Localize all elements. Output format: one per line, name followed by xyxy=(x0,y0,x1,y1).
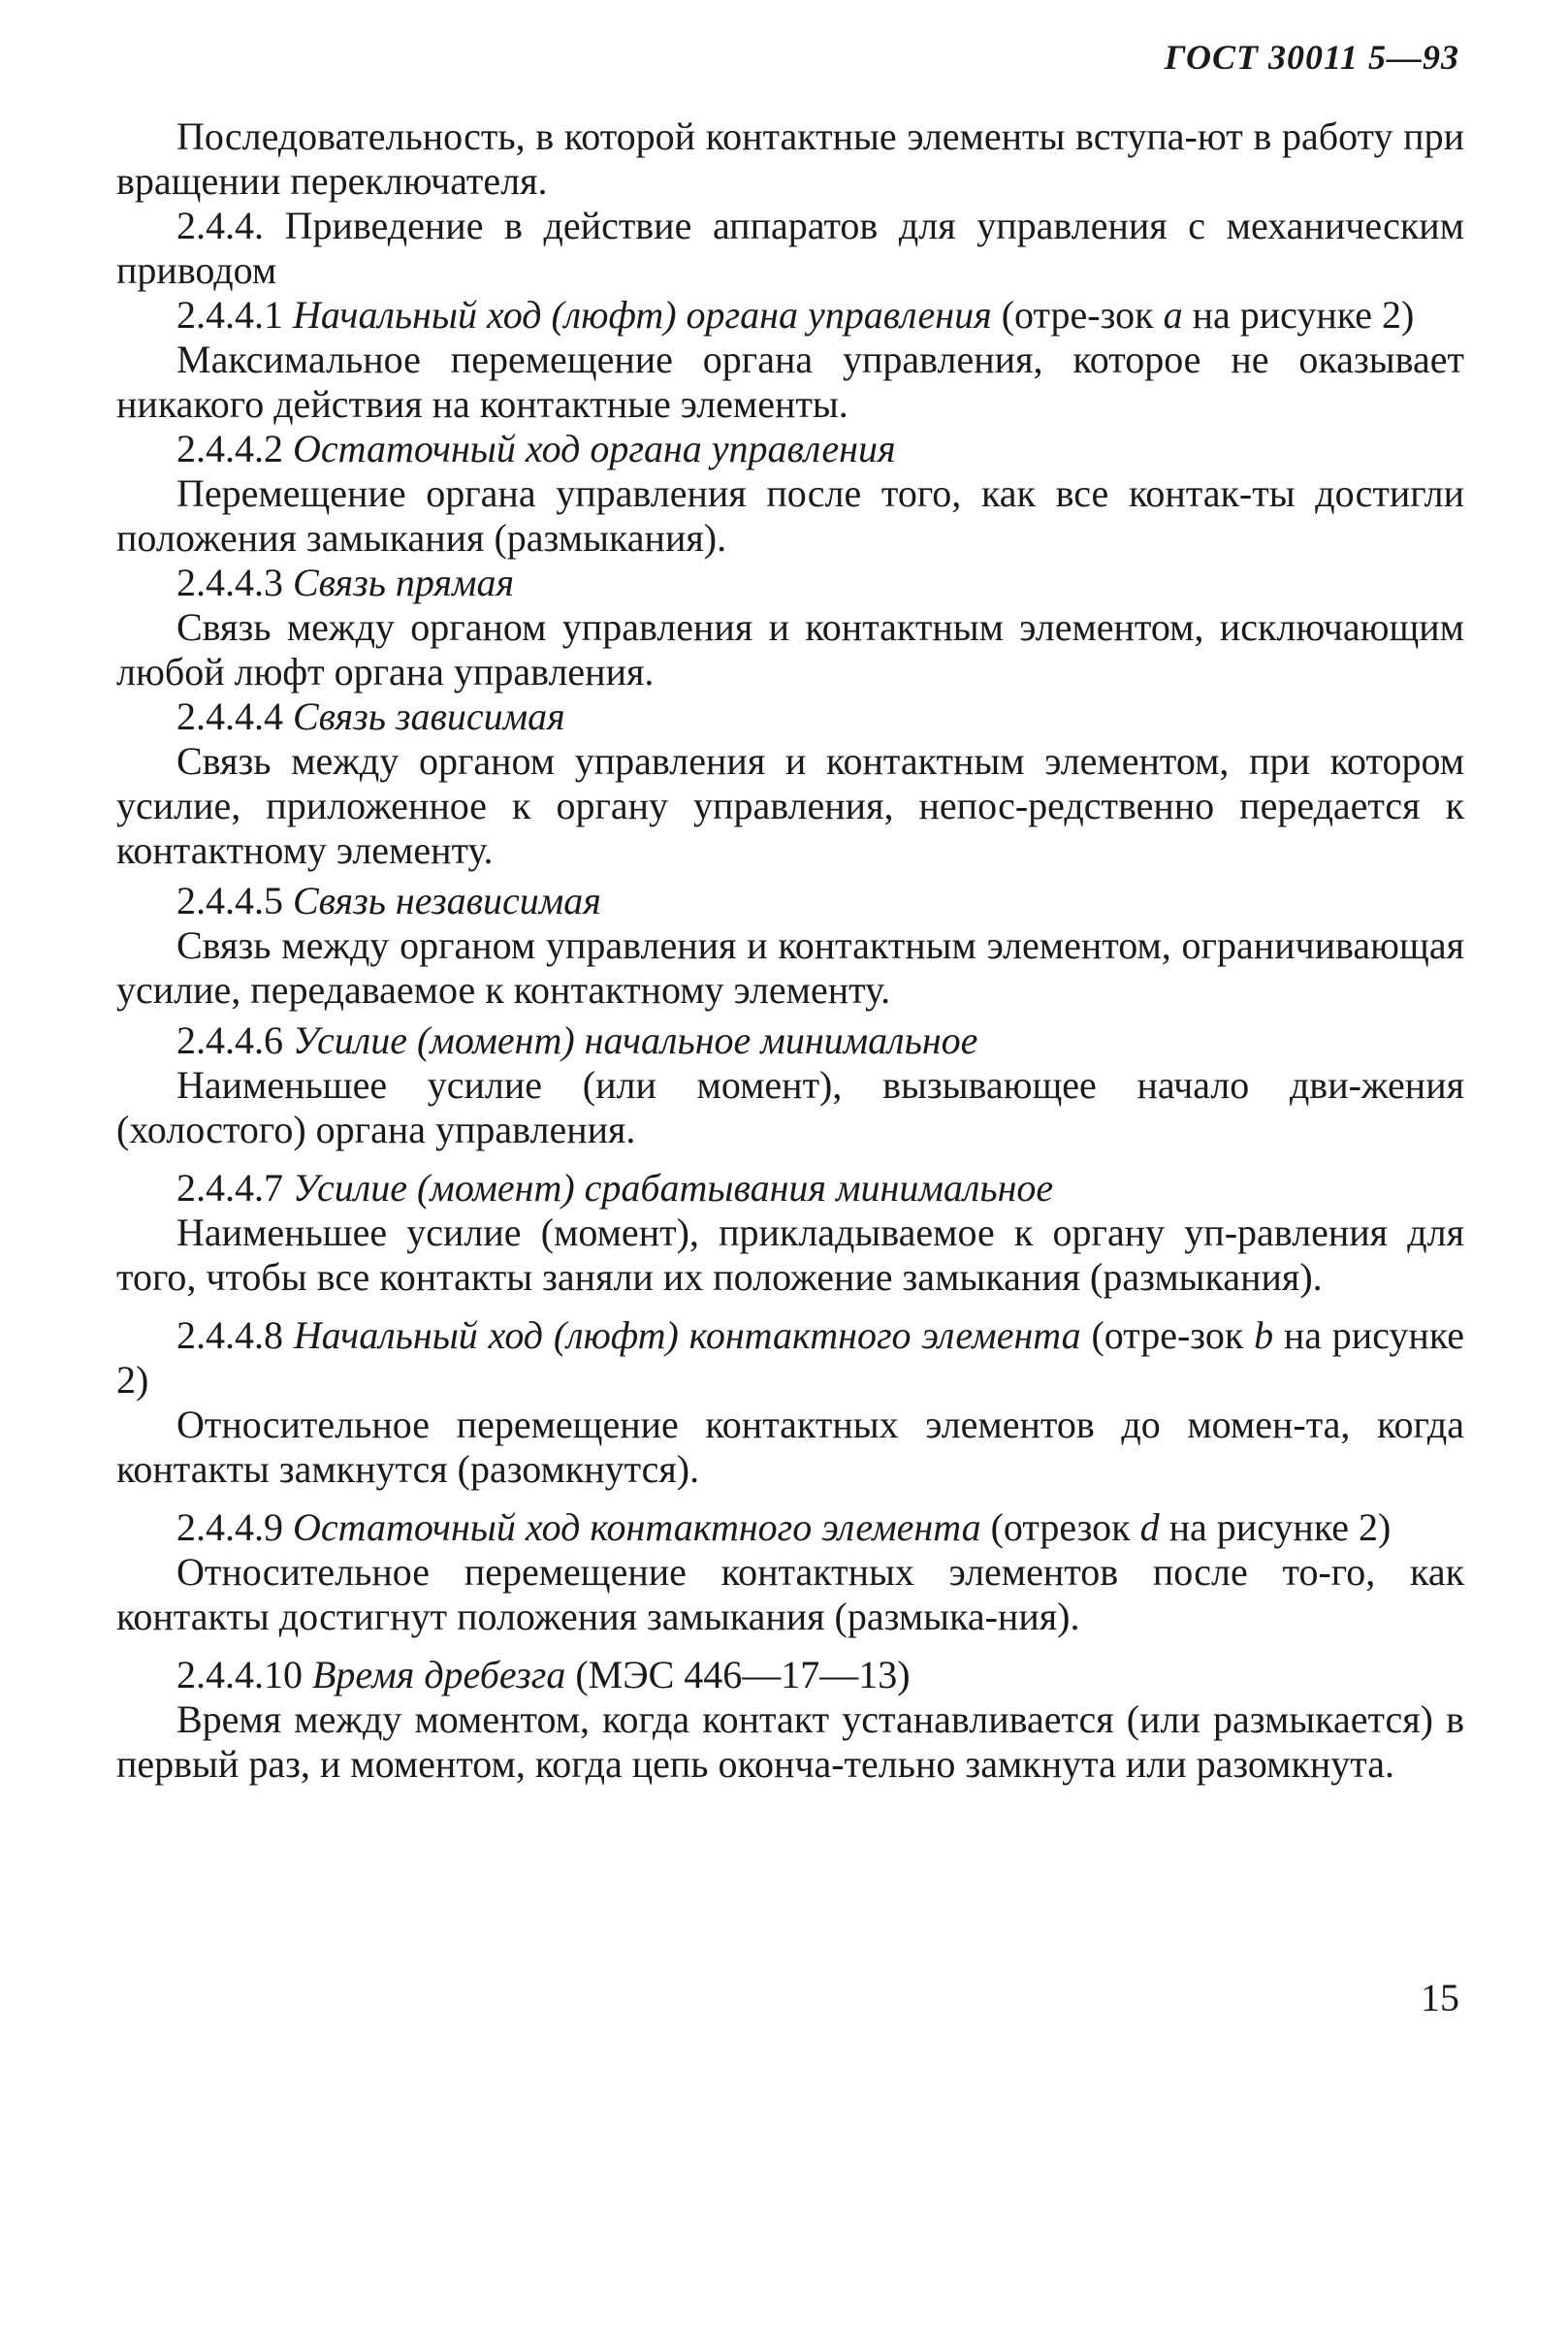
section-2-4-4-3-heading xyxy=(116,561,1464,605)
section-2-4-4-10-heading xyxy=(116,1653,1464,1697)
section-number: 2.4.4.3 xyxy=(176,561,283,604)
term-reference-suffix: на рисунке 2) xyxy=(1159,1505,1392,1549)
term-reference-suffix: на рисунке 2) xyxy=(1182,293,1415,337)
section-number: 2.4.4.9 xyxy=(176,1505,283,1549)
segment-variable: d xyxy=(1139,1505,1160,1549)
section-number: 2.4.4.7 xyxy=(176,1166,283,1210)
section-number: 2.4.4.10 xyxy=(176,1653,303,1696)
section-2-4-4-1-definition: Максимальное перемещение органа управления, которое не оказывает никакого действия на контактные элементы. xyxy=(116,338,1464,426)
section-2-4-4-7-definition: Наименьшее усилие (момент), прикладываемое к органу уп-равления для того, чтобы все контакты заняли их положение замыкания (размыкания). xyxy=(116,1211,1464,1299)
section-2-4-4-6-heading xyxy=(116,1018,1464,1063)
section-2-4-4-8-definition: Относительное перемещение контактных элементов до момен-та, когда контакты замкнутся (разомкнутся). xyxy=(116,1403,1464,1491)
document-body xyxy=(116,114,1464,1787)
page-number: 15 xyxy=(1421,1976,1459,2019)
section-number: 2.4.4.6 xyxy=(176,1018,283,1062)
term: Остаточный ход контактного элемента xyxy=(293,1505,981,1549)
segment-variable: b xyxy=(1254,1313,1274,1357)
term: Усилие (момент) срабатывания минимальное xyxy=(293,1166,1054,1210)
section-2-4-4-9-definition: Относительное перемещение контактных элементов после то-го, как контакты достигнут положения замыкания (размыка-ния). xyxy=(116,1550,1464,1638)
document-header: ГОСТ 30011 5—93 xyxy=(1164,38,1459,77)
section-2-4-4-7-heading xyxy=(116,1166,1464,1211)
section-number: 2.4.4.1 xyxy=(176,293,283,337)
section-2-4-4-4-heading xyxy=(116,694,1464,739)
section-2-4-4-5-heading xyxy=(116,879,1464,923)
term: Усилие (момент) начальное минимальное xyxy=(293,1018,978,1062)
segment-variable: a xyxy=(1163,293,1183,337)
section-2-4-4-2-definition: Перемещение органа управления после того, как все контак-ты достигли положения замыкания (размыкания). xyxy=(116,471,1464,560)
section-number: 2.4.4.8 xyxy=(176,1313,283,1357)
section-2-4-4-heading: 2.4.4. Приведение в действие аппаратов для управления с механическим приводом xyxy=(116,204,1464,292)
term-reference: (МЭС 446—17—13) xyxy=(575,1653,911,1696)
section-2-4-4-2-heading xyxy=(116,427,1464,471)
section-2-4-4-10-definition: Время между моментом, когда контакт устанавливается (или размыкается) в первый раз, и моментом, когда цепь оконча-тельно замкнута или разомкнута. xyxy=(116,1697,1464,1786)
section-2-4-4-5-definition: Связь между органом управления и контактным элементом, ограничивающая усилие, передаваемое к контактному элементу. xyxy=(116,923,1464,1012)
section-2-4-4-1-heading xyxy=(116,293,1464,338)
term: Связь прямая xyxy=(293,561,515,604)
section-2-4-4-3-definition: Связь между органом управления и контактным элементом, исключающим любой люфт органа управления. xyxy=(116,605,1464,694)
term-reference-prefix: (отре-зок xyxy=(1001,293,1164,337)
term-reference-prefix: (отрезок xyxy=(990,1505,1140,1549)
term: Остаточный ход органа управления xyxy=(293,427,896,470)
term: Начальный ход (люфт) контактного элемента xyxy=(293,1313,1081,1357)
term-reference-suffix: на рисунке 2) xyxy=(116,1313,1465,1402)
intro-paragraph: Последовательность, в которой контактные элементы вступа-ют в работу при вращении переключателя. xyxy=(116,114,1464,203)
term: Связь зависимая xyxy=(293,694,565,738)
term-reference-prefix: (отре-зок xyxy=(1091,1313,1255,1357)
section-2-4-4-6-definition: Наименьшее усилие (или момент), вызывающее начало дви-жения (холостого) органа управления. xyxy=(116,1063,1464,1151)
term: Время дребезга xyxy=(312,1653,566,1696)
section-2-4-4-4-definition: Связь между органом управления и контактным элементом, при котором усилие, приложенное к органу управления, непос-редственно передается к контактному элементу. xyxy=(116,739,1464,872)
term: Начальный ход (люфт) органа управления xyxy=(293,293,992,337)
section-number: 2.4.4.4 xyxy=(176,694,283,738)
section-number: 2.4.4.5 xyxy=(176,879,283,922)
section-2-4-4-9-heading xyxy=(116,1505,1464,1550)
term: Связь независимая xyxy=(293,879,601,922)
section-2-4-4-8-heading xyxy=(116,1313,1464,1403)
section-number: 2.4.4.2 xyxy=(176,427,283,470)
